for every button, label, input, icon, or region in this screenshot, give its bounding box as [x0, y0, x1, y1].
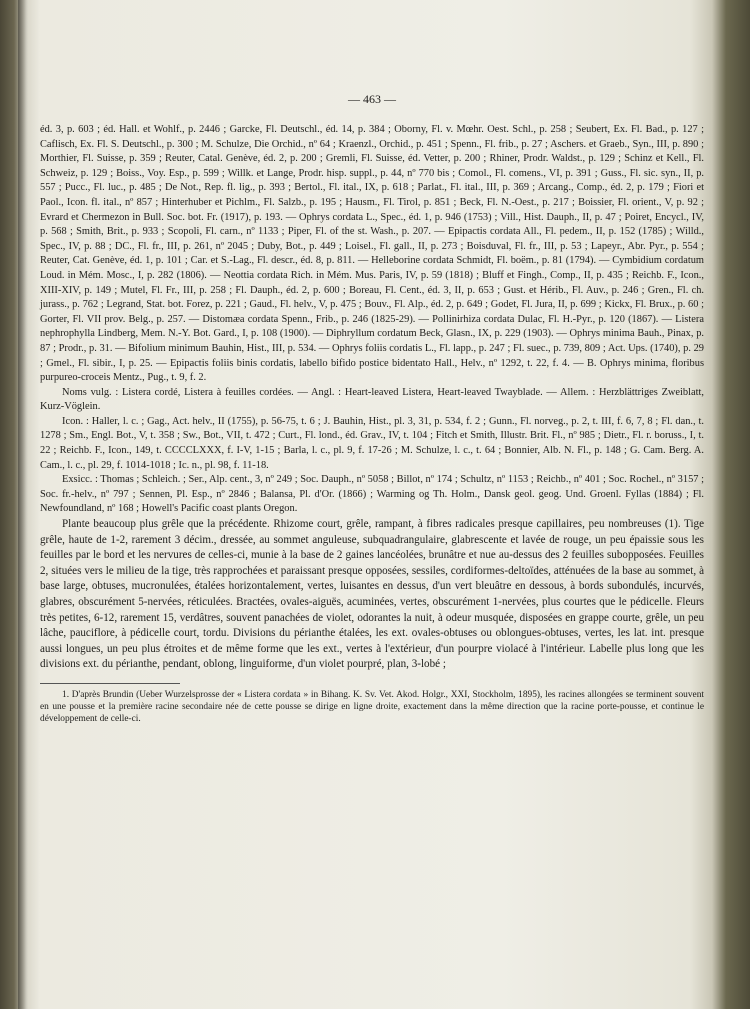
description-paragraph: Plante beaucoup plus grêle que la précédente. Rhizome court, grêle, rampant, à fibres radicales presque capillaires, peu nombreuses (1). Tige grêle, haute de 1-2, rarement 3 décim., dressée, au sommet anguleuse, subquadrangulaire, glabrescente et lavée de rouge, un peu épaissie sous les feuilles par le bord et les nervures de celles-ci, munie à la base de 2 gaines lancéolées, brunâtre et nue au-dessus des 2 feuilles subopposées. Feuilles 2, situées vers le milieu de la tige, très rapprochées et paraissant presque opposées, sessiles, cordiformes-deltoïdes, atténuées de la base au sommet, à base large, obtuses, mucronulées, étalées horizontalement, vertes, luisantes en dessus, d'un vert bleuâtre en dessous, à bords subondulés, incurvés, glabres, obscurément 5-nervées, réticulées. Bractées, ovales-aiguës, acuminées, vertes, obscurément 1-nervées, plus courtes que le pédicelle. Fleurs très petites, 6-12, rarement 15, verdâtres, souvent panachées de violet, odorantes la nuit, à odeur musquée, disposées en grappe courte, grêle, un peu lâche, pauciflore, à pédicelle court, tordu. Divisions du périanthe étalées, les ext. ovales-obtuses ou oblongues-obtuses, vertes, les lat. int. presque aussi longues, un peu plus étroites et de même forme que les ext., vertes à l'extérieur, d'un pourpre violacé à l'intérieur. Labelle plus long que les divisions ext. du périanthe, pendant, oblong, linguiforme, d'un violet pourpré, plan, 3-lobé ; [40, 518, 704, 671]
bibliography-paragraph: éd. 3, p. 603 ; éd. Hall. et Wohlf., p. 2446 ; Garcke, Fl. Deutschl., éd. 14, p. 384 ; Oborny, Fl. v. Mœhr. Oest. Schl., p. 258 ; Seubert, Ex. Fl. Bad., p. 127 ; Caflisch, Ex. Fl. S. Deutschl., p. 300 ; M. Schulze, Die Orchid., nº 64 ; Kraenzl., Orchid., p. 451 ; Spenn., Fl. frib., p. 27 ; Aschers. et Graeb., Syn., III, p. 890 ; Morthier, Fl. Suisse, p. 359 ; Reuter, Catal. Genève, éd. 2, p. 200 ; Gremli, Fl. Suisse, éd. Vetter, p. 200 ; Rhiner, Prodr. Waldst., p. 129 ; Schinz et Kell., Fl. Schweiz, p. 129 ; Boiss., Voy. Esp., p. 599 ; Willk. et Lange, Prodr. hisp. suppl., p. 44, nº 770 bis ; Comol., Fl. comens., VI, p. 391 ; Guss., Fl. sic. syn., II, p. 557 ; Pucc., Fl. luc., p. 485 ; De Not., Rep. fl. lig., p. 393 ; Bertol., Fl. ital., IX, p. 618 ; Parlat., Fl. ital., III, p. 369 ; Arcang., Comp., éd. 2, p. 179 ; Fiori et Paol., Icon. fl. ital., nº 857 ; Hinterhuber et Pichlm., Fl. Salzb., p. 195 ; Hausm., Fl. Tirol, p. 851 ; Beck, Fl. N.-Oest., p. 217 ; Boissier, Fl. orient., V, p. 92 ; Evrard et Chermezon in Bull. Soc. bot. Fr. (1917), p. 193. — Ophrys cordata L., Spec., éd. 1, p. 946 (1753) ; Vill., Hist. Dauph., II, p. 47 ; Poiret, Encycl., IV, p. 568 ; Smith, Brit., p. 933 ; Scopoli, Fl. carn., nº 1133 ; Piper, Fl. of the st. Wash., p. 207. — Epipactis cordata All., Fl. pedem., II, p. 152 (1785) ; Willd., Spec., IV, p. 88 ; DC., Fl. fr., III, p. 261, nº 2045 ; Duby, Bot., p. 449 ; Loisel., Fl. gall., II, p. 273 ; Boisduval, Fl. fr., III, p. 53 ; Lapeyr., Abr. Pyr., p. 554 ; Reuter, Cat. Genève, éd. 1, p. 101 ; Car. et S.-Lag., Fl. descr., éd. 8, p. 811. — Helleborine cordata Schmidt, Fl. boëm., p. 81 (1794). — Cymbidium cordatum Loud. in Mém. Mosc., I, p. 282 (1806). — Neottia cordata Rich. in Mém. Mus. Paris, IV, p. 59 (1818) ; Bluff et Fingh., Comp., II, p. 435 ; Reichb. F., Icon., XIII-XIV, p. 149 ; Mutel, Fl. Fr., III, p. 258 ; Fl. Dauph., éd. 2, p. 600 ; Boreau, Fl. Cent., éd. 3, II, p. 653 ; Gust. et Hérib., Fl. Auv., p. 246 ; Gren., Fl. ch. jurass., p. 762 ; Legrand, Stat. bot. Forez, p. 221 ; Gaud., Fl. helv., V, p. 475 ; Bouv., Fl. Alp., éd. 2, p. 649 ; Godet, Fl. Jura, II, p. 699 ; Kickx, Fl. Brux., p. 60 ; Gorter, Fl. VII prov. Belg., p. 257. — Distomæa cordata Spenn., Frib., p. 246 (1825-29). — Pollinirhiza cordata Dulac, Fl. H.-Pyr., p. 120 (1867). — Listera nephrophylla Lindberg, Mem. N.-Y. Bot. Gard., I, p. 108 (1900). — Diphryllum cordatum Beck, Glasn., IX, p. 229 (1903). — Ophrys minima Bauh., Pinax, p. 87 ; Prodr., p. 31. — Bifolium minimum Bauhin, Hist., III, p. 534. — Ophrys foliis cordatis L., Fl. lapp., p. 247 ; Fl. suec., p. 739, 809 ; Act. Ups. (1740), p. 29 ; Gmel., Fl. sibir., I, p. 25. — Epipactis foliis binis cordatis, labello bifido postice bidentato Hall., Helv., nº 1292, t. 22, f. 4. — B. Ophrys minima, floribus purpureo-croceis Mentz., Pug., t. 9, f. 2. [40, 124, 704, 384]
exsiccata-paragraph: Exsicc. : Thomas ; Schleich. ; Ser., Alp. cent., 3, nº 249 ; Soc. Dauph., nº 5058 ; Billot, nº 174 ; Schultz, nº 1153 ; Reichb., nº 401 ; Soc. Rochel., nº 3157 ; Soc. fr.-helv., nº 797 ; Sennen, Pl. Esp., nº 2846 ; Balansa, Pl. d'Or. (1866) ; Warming og Th. Holm., Dansk geol. geog. Und. Groenl. Fyllas (1884) ; Fl. Newfoundland, nº 168 ; Howell's Pacific coast plants Oregon. [40, 474, 704, 515]
gutter-shadow [18, 0, 28, 1009]
book-page [40, 92, 704, 725]
iconography-paragraph: Icon. : Haller, l. c. ; Gag., Act. helv., II (1755), p. 56-75, t. 6 ; J. Bauhin, Hist., pl. 3, 31, p. 534, f. 2 ; Gunn., Fl. norveg., p. 2, t. III, f. 6, 7, 8 ; Fl. dan., t. 1278 ; Sm., Engl. Bot., V, t. 358 ; Sw., Bot., VII, t. 472 ; Curt., Fl. lond., éd. Grav., IV, t. 104 ; Fitch et Smith, Illustr. Brit. Fl., nº 985 ; Dietr., Fl. r. boruss., I, t. 22 ; Reichb. F., Icon., 149, t. CCCCLXXX, f. I-V, 1-15 ; Barla, l. c., pl. 9, f. 17-26 ; M. Schulze, l. c., t. 64 ; Bonnier, Alb. N. Fl., p. 148 ; G. Cam. Berg. A. Cam., l. c., pl. 29, f. 1014-1018 ; Ic. n., pl. 98, f. 11-18. [40, 415, 704, 471]
footnote: 1. D'après Brundin (Ueber Wurzelsprosse der « Listera cordata » in Bihang. K. Sv. Vet. Akod. Holgr., XXI, Stockholm, 1895), les racines allongées se terminent souvent en une pousse et la première racine secondaire née de cette pousse se dirige en ligne droite, exactement dans la même direction que la racine porte-pousse, et continue le développement de celle-ci. [40, 689, 704, 724]
footnote-rule [40, 683, 180, 684]
common-names-paragraph: Noms vulg. : Listera cordé, Listera à feuilles cordées. — Angl. : Heart-leaved Listera, Heart-leaved Twayblade. — Allem. : Herzblättriges Zweiblatt, Kurz-Vöglein. [40, 386, 704, 413]
page-number: — 463 — [348, 92, 396, 106]
